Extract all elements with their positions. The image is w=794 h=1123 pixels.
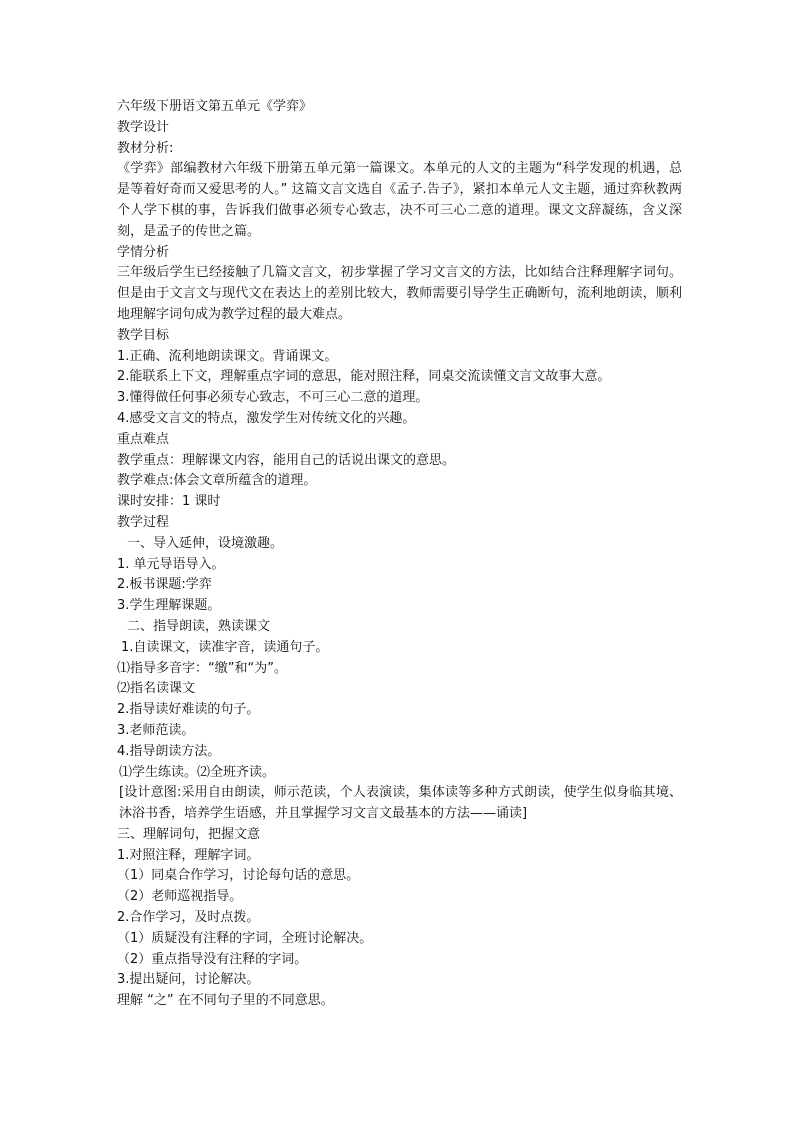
process-part2-item: 1.自读课文，读准字音，读通句子。: [121, 639, 329, 655]
process-part2-item: 4.指导朗读方法。: [117, 743, 221, 759]
document-title: 六年级下册语文第五单元《学弈》: [117, 99, 313, 114]
document-subtitle: 教学设计: [117, 119, 170, 135]
process-part3-subitem: （1）同桌合作学习，讨论每句话的意思。: [117, 868, 360, 884]
teaching-goal-item: 1.正确、流利地朗读课文。背诵课文。: [117, 348, 338, 364]
teaching-focus: 教学重点：理解课文内容，能用自己的话说出课文的意思。: [117, 452, 456, 468]
process-part3-subitem: （1）质疑没有注释的字词，全班讨论解决。: [117, 930, 373, 946]
teaching-goal-item: 4.感受文言文的特点，激发学生对传统文化的兴趣。: [117, 410, 416, 426]
process-part1-item: 1. 单元导语导入。: [117, 556, 225, 572]
section-heading-key-points: 重点难点: [117, 431, 170, 447]
process-part1-item: 2.板书课题:学弈: [117, 577, 212, 593]
process-part3-item: 3.提出疑问，讨论解决。: [117, 972, 260, 988]
process-part3-item: 2.合作学习，及时点拨。: [117, 910, 260, 926]
process-part2-subitem: ⑵指名读课文: [117, 681, 196, 697]
process-part1-item: 3.学生理解课题。: [117, 598, 221, 614]
material-analysis-text: 《学弈》部编教材六年级下册第五单元第一篇课文。本单元的人文的主题为“科学发现的机遇，总是等着好奇而又爱思考的人。” 这篇文言文选自《孟子.告子》，紧扣本单元人文主题，通过弈秋教两个人学下棋的事，告诉我们做事必须专心致志，决不可三心二意的道理。课文文辞凝练，含义深刻，是孟子的传世之篇。: [117, 161, 682, 239]
process-part2-heading: 二、指导朗读，熟读课文: [127, 618, 271, 634]
teaching-difficulty: 教学难点:体会文章所蕴含的道理。: [117, 473, 317, 489]
process-part1-heading: 一、导入延伸，设境激趣。: [127, 535, 284, 551]
section-heading-student-analysis: 学情分析: [117, 244, 170, 260]
class-schedule: 课时安排：1 课时: [117, 494, 221, 510]
section-heading-teaching-goals: 教学目标: [117, 327, 170, 343]
section-heading-material-analysis: 教材分析:: [117, 140, 174, 156]
student-analysis-text: 三年级后学生已经接触了几篇文言文，初步掌握了学习文言文的方法，比如结合注释理解字词句。但是由于文言文与现代文在表达上的差别比较大，教师需要引导学生正确断句，流利地朗读，顺利地理解字词句成为教学过程的最大难点。: [117, 265, 682, 322]
process-part2-subitem: ⑴学生练读。⑵全班齐读。: [119, 764, 276, 780]
process-part3-heading: 三、理解词句，把握文意: [117, 826, 261, 842]
process-part3-subitem: （2）重点指导没有注释的字词。: [117, 951, 308, 967]
process-part2-item: 3.老师范读。: [117, 722, 195, 738]
process-part2-subitem: ⑴指导多音字：“缴”和“为”。: [117, 660, 287, 676]
process-part3-closing: 理解 “之” 在不同句子里的不同意思。: [117, 993, 334, 1009]
process-part3-subitem: （2）老师巡视指导。: [117, 889, 243, 905]
process-part3-item: 1.对照注释，理解字词。: [117, 847, 260, 863]
teaching-goal-item: 3.懂得做任何事必须专心致志，不可三心二意的道理。: [117, 390, 429, 406]
design-intent-note: [设计意图:采用自由朗读，师示范读，个人表演读，集体读等多种方式朗读，使学生似身临其境、沐浴书香，培养学生语感，并且掌握学习文言文最基本的方法——诵读]: [119, 785, 682, 822]
section-heading-teaching-process: 教学过程: [117, 514, 170, 530]
teaching-goal-item: 2.能联系上下文，理解重点字词的意思，能对照注释，同桌交流读懂文言文故事大意。: [117, 369, 611, 385]
process-part2-item: 2.指导读好难读的句子。: [117, 702, 260, 718]
document-page: [117, 97, 682, 1012]
